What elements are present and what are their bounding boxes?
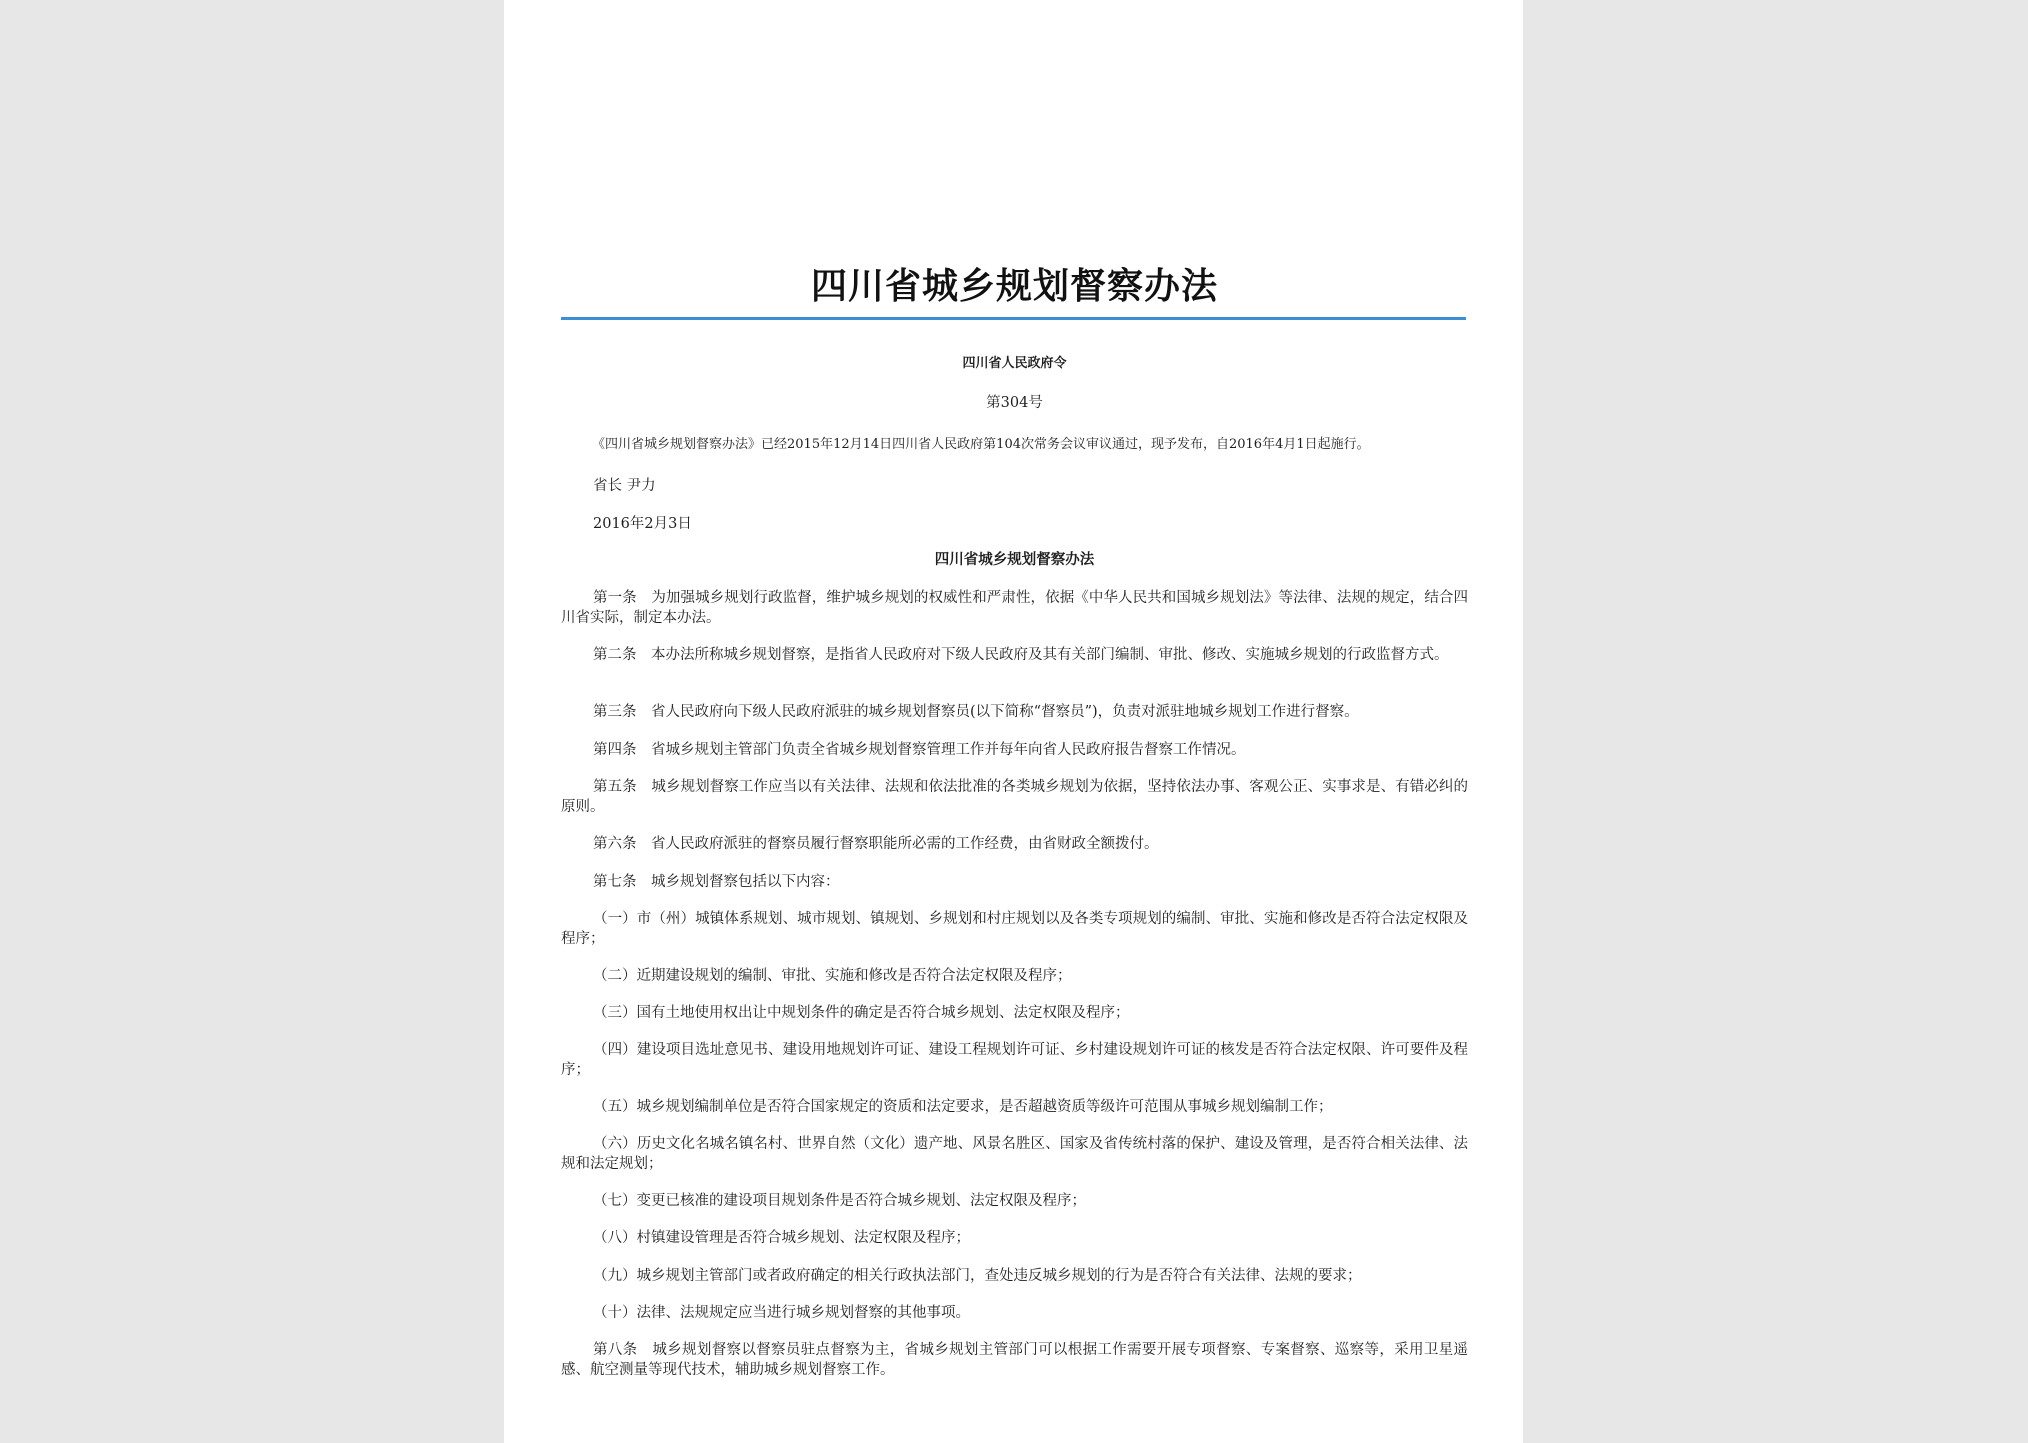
article-5: 第五条 城乡规划督察工作应当以有关法律、法规和依法批准的各类城乡规划为依据，坚持依法办事、客观公正、实事求是、有错必纠的原则。 bbox=[561, 779, 1468, 815]
clause-8: （八）村镇建设管理是否符合城乡规划、法定权限及程序； bbox=[593, 1230, 970, 1246]
article-1: 第一条 为加强城乡规划行政监督，维护城乡规划的权威性和严肃性，依据《中华人民共和国城乡规划法》等法律、法规的规定，结合四川省实际，制定本办法。 bbox=[561, 590, 1468, 626]
clause-9: （九）城乡规划主管部门或者政府确定的相关行政执法部门，查处违反城乡规划的行为是否符合有关法律、法规的要求； bbox=[593, 1268, 1362, 1284]
article-2: 第二条 本办法所称城乡规划督察，是指省人民政府对下级人民政府及其有关部门编制、审批、修改、实施城乡规划的行政监督方式。 bbox=[593, 647, 1449, 663]
clause-6: （六）历史文化名城名镇名村、世界自然（文化）遗产地、风景名胜区、国家及省传统村落的保护、建设及管理，是否符合相关法律、法规和法定规划； bbox=[561, 1136, 1468, 1172]
article-4: 第四条 省城乡规划主管部门负责全省城乡规划督察管理工作并每年向省人民政府报告督察工作情况。 bbox=[593, 742, 1246, 758]
document-title: 四川省城乡规划督察办法 bbox=[810, 266, 1218, 307]
article-7: 第七条 城乡规划督察包括以下内容： bbox=[593, 874, 840, 890]
clause-4: （四）建设项目选址意见书、建设用地规划许可证、建设工程规划许可证、乡村建设规划许可证的核发是否符合法定权限、许可要件及程序； bbox=[561, 1042, 1468, 1078]
issuer-line: 四川省人民政府令 bbox=[962, 356, 1067, 371]
article-6: 第六条 省人民政府派驻的督察员履行督察职能所必需的工作经费，由省财政全额拨付。 bbox=[593, 836, 1159, 852]
clause-7: （七）变更已核准的建设项目规划条件是否符合城乡规划、法定权限及程序； bbox=[593, 1193, 1086, 1209]
order-number: 第304号 bbox=[986, 395, 1043, 411]
clause-5: （五）城乡规划编制单位是否符合国家规定的资质和法定要求，是否超越资质等级许可范围从事城乡规划编制工作； bbox=[593, 1099, 1333, 1115]
signatory: 省长 尹力 bbox=[593, 478, 656, 494]
article-8: 第八条 城乡规划督察以督察员驻点督察为主，省城乡规划主管部门可以根据工作需要开展专项督察、专案督察、巡察等，采用卫星遥感、航空测量等现代技术，辅助城乡规划督察工作。 bbox=[561, 1342, 1468, 1378]
section-title: 四川省城乡规划督察办法 bbox=[934, 551, 1095, 568]
article-3: 第三条 省人民政府向下级人民政府派驻的城乡规划督察员(以下简称“督察员”)，负责对派驻地城乡规划工作进行督察。 bbox=[593, 704, 1359, 720]
clause-10: （十）法律、法规规定应当进行城乡规划督察的其他事项。 bbox=[593, 1305, 970, 1321]
clause-3: （三）国有土地使用权出让中规划条件的确定是否符合城乡规划、法定权限及程序； bbox=[593, 1005, 1130, 1021]
clause-1: （一）市（州）城镇体系规划、城市规划、镇规划、乡规划和村庄规划以及各类专项规划的编制、审批、实施和修改是否符合法定权限及程序； bbox=[561, 911, 1468, 947]
clause-2: （二）近期建设规划的编制、审批、实施和修改是否符合法定权限及程序； bbox=[593, 968, 1072, 984]
promulgation-statement: 《四川省城乡规划督察办法》已经2015年12月14日四川省人民政府第104次常务会议审议通过，现予发布，自2016年4月1日起施行。 bbox=[592, 437, 1370, 452]
document-page bbox=[504, 0, 1523, 1443]
title-divider bbox=[561, 317, 1466, 320]
document-date: 2016年2月3日 bbox=[593, 516, 692, 532]
